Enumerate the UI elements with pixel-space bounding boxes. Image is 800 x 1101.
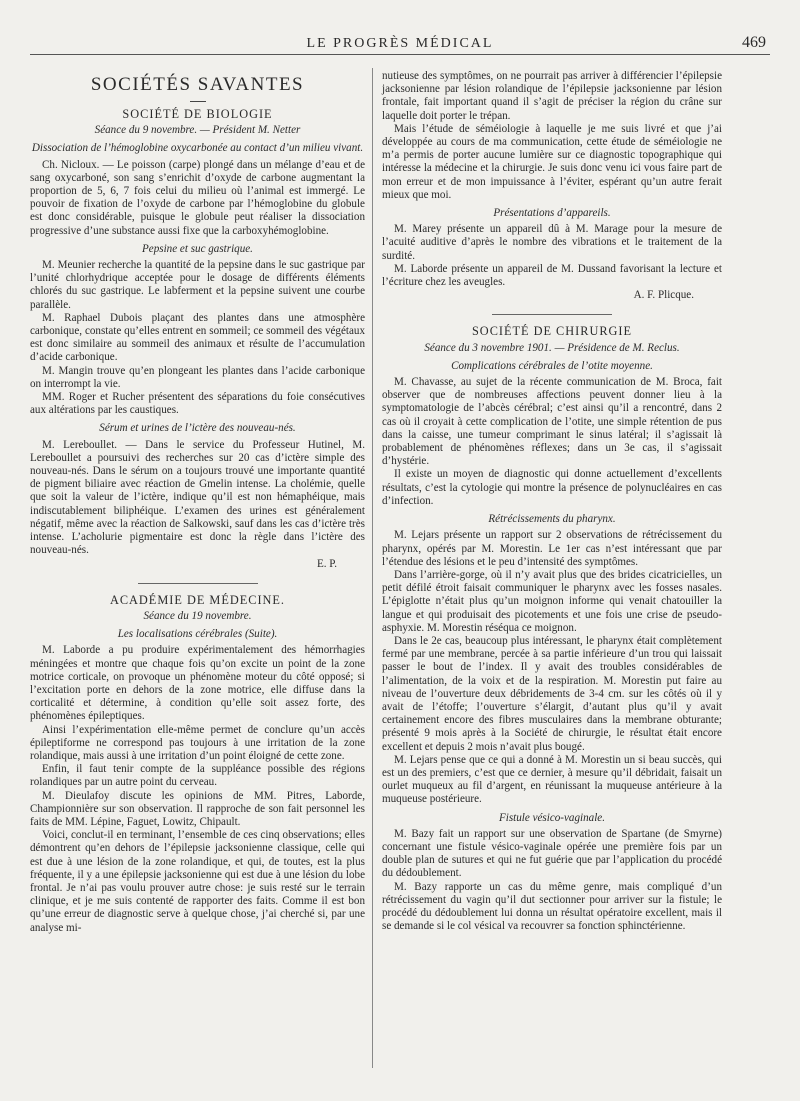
paragraph: Voici, conclut-il en terminant, l’ensemble de ces cinq observations; elles démontrent qu’en dehors de l’épilepsie jacksonienne classique, celle qui est due à une lésion de la zone rolandique, et qui, de toutes, est la plus fréquente, il y a une épilepsie jacksonienne qui est due à une lésion du lobe frontal. Je n’ai pas voulu prouver autre chose: je suis resté sur le terrain clinique, et je me suis contenté de rapporter des faits. Comme il est bon qu’une erreur de diagnostic serve à quelque chose, j’ai cherché si, par une analyse mi- <box>30 829 365 934</box>
paragraph: M. Lereboullet. — Dans le service du Professeur Hutinel, M. Lereboullet a poursuivi des recherches sur 20 cas d’ictère simple des nouveau-nés. Dans le sérum on a toujours trouvé une importante quantité de pigment biliaire avec réaction de Gmelin intense. La cholémie, quelle que soit la valeur de l’ictère, indique qu’il est non hémaphéique, mais indiscutablement biliphéique. L’examen des urines est généralement négatif, même avec la réaction de Salkowski, sauf dans les cas d’ictère très intense. L’acholurie pigmentaire est donc la règle dans l’ictère des nouveau-nés. <box>30 438 365 557</box>
paragraph: M. Laborde a pu produire expérimentalement des hémorrhagies méningées et montre que chaque fois qu’on excite un point de la zone motrice corticale, on provoque un phénomène moteur du côté opposé; si l’excitation porte en dehors de la zone motrice, elle diffuse dans la corticalité et détermine, à condition qu’elle soit assez forte, des phénomènes épileptiques. <box>30 644 365 723</box>
paragraph: M. Lejars pense que ce qui a donné à M. Morestin un si beau succès, qui est un des premiers, c’est que ce dernier, à mesure qu’il débridait, faisait un ourlet muqueux au fil d’argent, en réunissant la muqueuse antérieure à la muqueuse postérieure. <box>382 753 722 806</box>
left-column <box>30 70 365 935</box>
session-line: Séance du 3 novembre 1901. — Présidence de M. Reclus. <box>424 341 680 354</box>
topic-heading: Pepsine et suc gastrique. <box>142 242 253 255</box>
paragraph: M. Raphael Dubois plaçant des plantes dans une atmosphère carbonique, constate qu’elles entrent en sommeil; ce sommeil des végétaux est donc similaire au sommeil des animaux et résulte de l’accumulation d’acide carbonique. <box>30 311 365 364</box>
topic-heading: Fistule vésico-vaginale. <box>499 811 605 824</box>
paragraph: Il existe un moyen de diagnostic qui donne actuellement d’excellents résultats, c’est la cytologie qui montre la présence de polynucléaires en cas d’infection. <box>382 468 722 507</box>
topic-heading: Sérum et urines de l’ictère des nouveau-nés. <box>99 422 296 435</box>
section-separator <box>492 314 612 315</box>
paragraph: Dans le 2e cas, beaucoup plus intéressant, le pharynx était complètement fermé par une membrane, percée à sa partie inférieure d’un trou qui laissait passer le bout de l’index. Il y avait des troubles considérables de l’alimentation, de la voix et de la respiration. M. Morestin put faire au niveau de l’ouverture deux débridements de 3-4 cm. sur les côtés où il y avait de l’étoffe; l’ouverture s’élargit, d’autant plus qu’il y avait certainement encore des fibres musculaires dans la membrane obturante; présenté 9 mois après à la Société de chirurgie, le résultat était encore excellent et depuis 2 mois n’avait plus bougé. <box>382 634 722 753</box>
column-divider <box>372 68 373 1068</box>
paragraph: M. Chavasse, au sujet de la récente communication de M. Broca, fait observer que de nombreuses affections peuvent donner lieu à la symptomatologie de l’abcès cérébral; c’est ainsi qu’il a rencontré, dans 2 cas où il croyait à cette complication de l’otite, une simple rétention de pus dans la caisse, une tumeur comprimant le sinus latéral; il s’agissait là probablement de phénomènes réflexes; dans un 3e cas, il s’agissait d’hystérie. <box>382 376 722 468</box>
signature: E. P. <box>316 557 337 570</box>
paragraph: Dans l’arrière-gorge, où il n’y avait plus que des brides cicatricielles, un petit défilé étroit faisait communiquer le pharynx avec les fosses nasales. L’épiglotte n’était plus qu’un moignon informe qui venait chatouiller la langue et qui produisait des picotements et une fois une crise de pseudo-asphyxie. M. Morestin réséqua ce moignon. <box>382 568 722 634</box>
topic-heading: Rétrécissements du pharynx. <box>488 513 616 526</box>
section-separator <box>138 583 258 584</box>
right-column <box>382 70 722 933</box>
society-heading: SOCIÉTÉ DE CHIRURGIE <box>471 324 633 339</box>
paragraph: M. Bazy rapporte un cas du même genre, mais compliqué d’un rétrécissement du vagin qu’il dut sectionner pour arriver sur la fistule; le procédé du dédoublement lui donna un résultat opératoire excellent, mais il se demande si le col vésical va recouvrer sa fonction sphinctérienne. <box>382 880 722 933</box>
paragraph: M. Marey présente un appareil dû à M. Marage pour la mesure de l’acuité auditive d’après le nombre des vibrations et le traitement de la surdité. <box>382 223 722 262</box>
paragraph: M. Laborde présente un appareil de M. Dussand favorisant la lecture et l’écriture chez les aveugles. <box>382 262 722 289</box>
signature: A. F. Plicque. <box>633 289 694 302</box>
topic-heading: Les localisations cérébrales (Suite). <box>117 628 278 641</box>
society-heading: SOCIÉTÉ DE BIOLOGIE <box>122 107 273 121</box>
paragraph: Ainsi l’expérimentation elle-même permet de conclure qu’un accès épileptiforme ne correspond pas toujours à une irritation de la zone rolandique, mais aussi à une irritation d’un point éloigné de cette zone. <box>30 723 365 762</box>
paragraph: nutieuse des symptômes, on ne pourrait pas arriver à différencier l’épilepsie jacksonienne par lésion rolandique de l’épilepsie jacksonienne par lésion frontale, fait important quand il s’agit de préciser la région du crâne sur laquelle doit porter le trépan. <box>382 70 722 122</box>
session-line: Séance du 9 novembre. — Président M. Netter <box>94 124 301 137</box>
paragraph: Mais l’étude de séméiologie à laquelle je me suis livré et que j’ai développée au cours de ma communication, cette étude de séméiologie ne m’a permis de porter aucune lumière sur ce diagnostic topographique qui intéresse la médecine et la chirurgie. Je suis donc venu ici vous faire part de mon erreur et de mon impuissance à l’éviter, espérant qu’un autre ferait mieux que moi. <box>382 122 722 201</box>
topic-heading: Présentations d’appareils. <box>493 207 611 220</box>
topic-heading: Dissociation de l’hémoglobine oxycarbonée au contact d’un milieu vivant. <box>31 142 364 155</box>
paragraph: MM. Roger et Rucher présentent des séparations du foie consécutives aux altérations par les caustiques. <box>30 391 365 417</box>
running-head <box>30 34 770 55</box>
paragraph: Ch. Nicloux. — Le poisson (carpe) plongé dans un mélange d’eau et de sang oxycarboné, son sang s’enrichit d’oxyde de carbone augmentant la proportion de 5, 6, 7 fois celui du milieu où l’animal est immergé. Le pouvoir de fixation de l’oxyde de carbone par l’hémoglobine du globule est donc considérable, puisque le globule peut réaliser la dissociation progressive d’une substance aussi fixe que la carboxyhémoglobine. <box>30 158 365 237</box>
title-rule <box>190 101 206 102</box>
paragraph: M. Meunier recherche la quantité de la pepsine dans le suc gastrique par l’unité chlorhydrique acceptée pour le dosage de différents éléments chlorés du suc gastrique. Le labferment et la pepsine suivent une courbe parallèle. <box>30 259 365 311</box>
paragraph: Enfin, il faut tenir compte de la suppléance possible des régions rolandiques par un autre point du cerveau. <box>30 763 365 789</box>
running-title: LE PROGRÈS MÉDICAL <box>306 36 494 51</box>
section-title: SOCIÉTÉS SAVANTES <box>90 74 305 95</box>
paragraph: M. Dieulafoy discute les opinions de MM. Pitres, Laborde, Championnière sur son observation. Il rapproche de son fait personnel les faits de MM. Lépine, Faguet, Lowitz, Chipault. <box>30 789 365 828</box>
paragraph: M. Bazy fait un rapport sur une observation de Spartane (de Smyrne) concernant une fistule vésico-vaginale opérée une première fois par un double plan de sutures et qui ne fut guérie que par l’application du procédé du dédoublement. <box>382 827 722 880</box>
session-line: Séance du 19 novembre. <box>143 609 252 622</box>
paragraph: M. Mangin trouve qu’en plongeant les plantes dans l’acide carbonique on interrompt la vie. <box>30 364 365 390</box>
topic-heading: Complications cérébrales de l’otite moyenne. <box>451 359 653 372</box>
page-number: 469 <box>742 34 766 51</box>
society-heading: ACADÉMIE DE MÉDECINE. <box>109 592 286 607</box>
paragraph: M. Lejars présente un rapport sur 2 observations de rétrécissement du pharynx, opérés par M. Morestin. Le 1er cas n’est intéressant que par l’étendue des lésions et le peu d’intensité des symptômes. <box>382 529 722 568</box>
